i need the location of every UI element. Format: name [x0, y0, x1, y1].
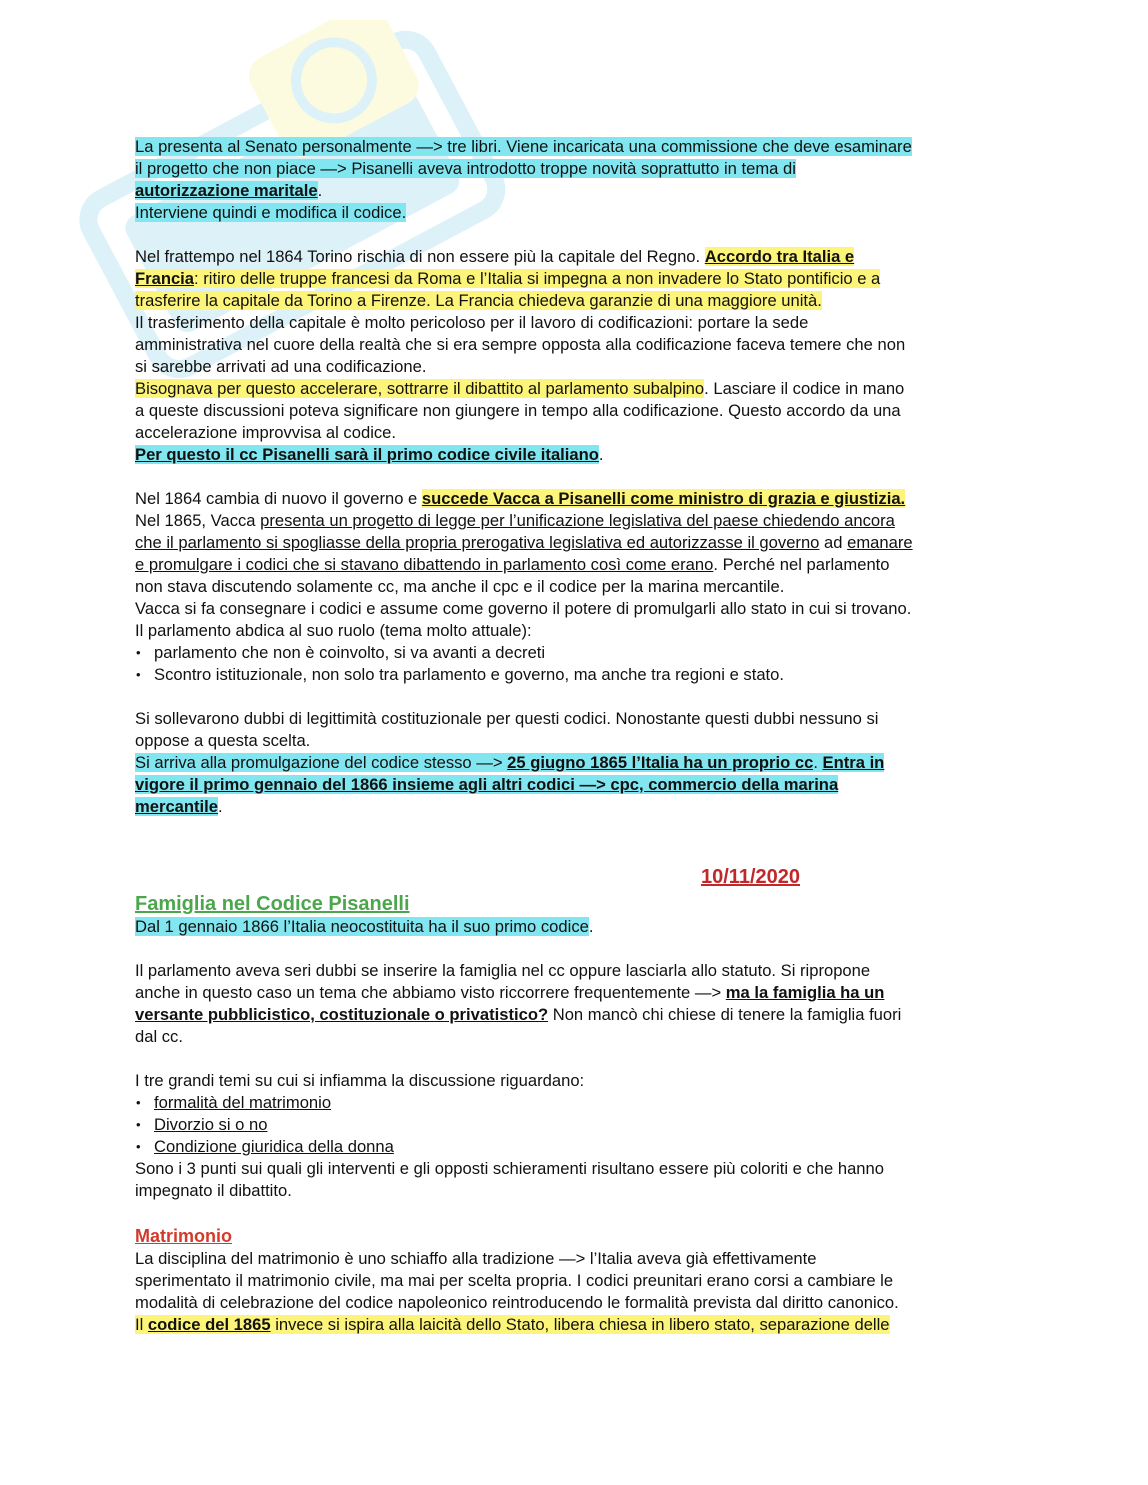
text-line: Si sollevarono dubbi di legittimità costituzionale per questi codici. Nonostante questi dubbi nessuno si: [135, 709, 879, 728]
text-line: autorizzazione maritale.: [135, 181, 323, 200]
text-line: mercantile.: [135, 797, 223, 816]
document-page: [135, 136, 1020, 1336]
bullet-item: • Condizione giuridica della donna: [135, 1136, 1020, 1158]
bullet-item: • formalità del matrimonio: [135, 1092, 1020, 1114]
text-line: Il parlamento aveva seri dubbi se inserire la famiglia nel cc oppure lasciarla allo statuto. Si ripropone: [135, 961, 871, 980]
text-line: a queste discussioni poteva significare non giungere in tempo alla codificazione. Questo accordo da una: [135, 401, 901, 420]
lecture-date: 10/11/2020: [701, 866, 800, 888]
text-line: accelerazione improvvisa al codice.: [135, 423, 397, 442]
text-line: Il codice del 1865 invece si ispira alla laicità dello Stato, libera chiesa in libero stato, separazione delle: [135, 1315, 890, 1334]
section-heading-famiglia: Famiglia nel Codice Pisanelli: [135, 893, 410, 915]
text-line: Bisognava per questo accelerare, sottrarre il dibattito al parlamento subalpino. Lasciare il codice in mano: [135, 379, 905, 398]
text-line: versante pubblicistico, costituzionale o privatistico? Non mancò chi chiese di tenere la famiglia fuori: [135, 1005, 902, 1024]
text-line: e promulgare i codici che si stavano dibattendo in parlamento così come erano. Perché nel parlamento: [135, 555, 890, 574]
text-line: non stava discutendo solamente cc, ma anche il cpc e il codice per la marina mercantile.: [135, 577, 785, 596]
text-line: Dal 1 gennaio 1866 l’Italia neocostituita ha il suo primo codice.: [135, 917, 594, 936]
text-line: amministrativa nel cuore della realtà che si era sempre opposta alla codificazione faceva temere che non: [135, 335, 906, 354]
text-line: il progetto che non piace —> Pisanelli aveva introdotto troppe novità soprattutto in tema di: [135, 159, 796, 178]
text-line: La disciplina del matrimonio è uno schiaffo alla tradizione —> l’Italia aveva già effettivamente: [135, 1249, 817, 1268]
bullet-item: • Divorzio si o no: [135, 1114, 1020, 1136]
text-line: Per questo il cc Pisanelli sarà il primo codice civile italiano.: [135, 445, 604, 464]
text-line: Nel 1865, Vacca presenta un progetto di legge per l’unificazione legislativa del paese chiedendo ancora: [135, 511, 895, 530]
text-line: vigore il primo gennaio del 1866 insieme agli altri codici —> cpc, commercio della marina: [135, 775, 839, 794]
text-line: Sono i 3 punti sui quali gli interventi e gli opposti schieramenti risultano essere più coloriti e che hanno: [135, 1159, 884, 1178]
text-line: Il trasferimento della capitale è molto pericoloso per il lavoro di codificazioni: portare la sede: [135, 313, 809, 332]
text-line: che il parlamento si spogliasse della propria prerogativa legislativa ed autorizzasse il governo ad emanare: [135, 533, 913, 552]
text-line: Il parlamento abdica al suo ruolo (tema molto attuale):: [135, 621, 532, 640]
text-line: Si arriva alla promulgazione del codice stesso —> 25 giugno 1865 l’Italia ha un proprio cc. Entra in: [135, 753, 885, 772]
text-line: oppose a questa scelta.: [135, 731, 311, 750]
bullet-item: • Scontro istituzionale, non solo tra parlamento e governo, ma anche tra regioni e stato.: [135, 664, 1020, 686]
text-line: sperimentato il matrimonio civile, ma mai per scelta propria. I codici preunitari erano corsi a cambiare le: [135, 1271, 894, 1290]
text-line: si sarebbe arrivati ad una codificazione.: [135, 357, 427, 376]
text-line: Nel 1864 cambia di nuovo il governo e succede Vacca a Pisanelli come ministro di grazia e giustizia.: [135, 489, 906, 508]
text-line: Interviene quindi e modifica il codice.: [135, 203, 407, 222]
text-line: Francia: ritiro delle truppe francesi da Roma e l’Italia si impegna a non invadere lo Stato pontificio e a: [135, 269, 881, 288]
text-line: La presenta al Senato personalmente —> tre libri. Viene incaricata una commissione che deve esaminare: [135, 137, 912, 156]
text-line: dal cc.: [135, 1027, 183, 1046]
text-line: impegnato il dibattito.: [135, 1181, 292, 1200]
section-heading-matrimonio: Matrimonio: [135, 1226, 232, 1246]
emphasis: autorizzazione maritale: [135, 181, 318, 200]
text-line: I tre grandi temi su cui si infiamma la discussione riguardano:: [135, 1071, 585, 1090]
text-line: trasferire la capitale da Torino a Firenze. La Francia chiedeva garanzie di una maggiore unità.: [135, 291, 822, 310]
date-line: [135, 862, 1020, 892]
text-line: Vacca si fa consegnare i codici e assume come governo il potere di promulgarli allo stato in cui si trovano.: [135, 599, 912, 618]
text-line: anche in questo caso un tema che abbiamo visto riccorrere frequentemente —> ma la famiglia ha un: [135, 983, 885, 1002]
bullet-item: • parlamento che non è coinvolto, si va avanti a decreti: [135, 642, 1020, 664]
text-line: modalità di celebrazione del codice napoleonico reintroducendo le formalità prevista dal diritto canonico.: [135, 1293, 899, 1312]
text-line: Nel frattempo nel 1864 Torino rischia di non essere più la capitale del Regno. Accordo tra Italia e: [135, 247, 855, 266]
